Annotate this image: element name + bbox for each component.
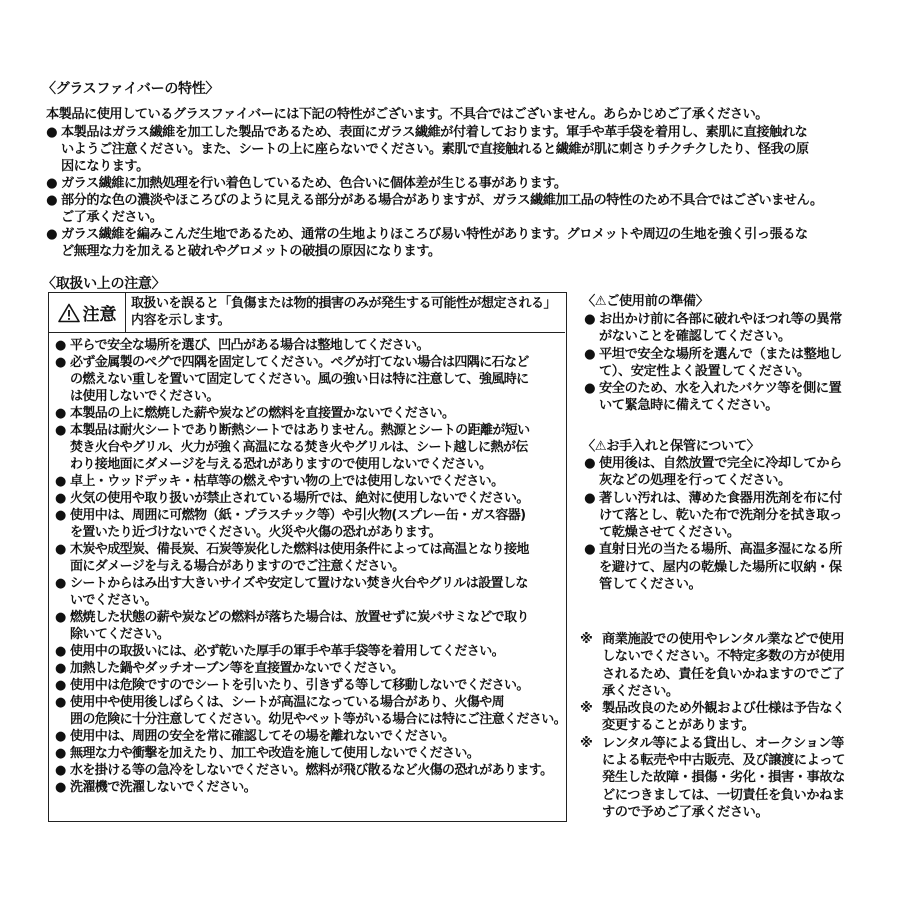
list-item	[584, 311, 874, 346]
item-text-line: すので予めご了承ください。	[602, 804, 769, 820]
item-text-line: 使用中は危険ですのでシートを引いたり、引きずる等して移動しないでください。	[70, 678, 529, 693]
glass-fiber-intro: 本製品に使用しているグラスファイバーには下記の特性がございます。不具合ではございません。あらかじめご了承ください。	[46, 107, 768, 122]
item-text-line: シートからはみ出す大きいサイズや安定して置けない焚き火台やグリルは設置しな	[70, 576, 528, 591]
bullet-mark: ●	[55, 423, 66, 438]
item-text-line: 使用中の取扱いには、必ず乾いた厚手の軍手や革手袋等を着用してください。	[70, 644, 505, 659]
note-item	[580, 631, 880, 700]
bullet-mark: ●	[46, 193, 58, 208]
item-text-line: 平らで安全な場所を選び、凹凸がある場合は整地してください。	[70, 338, 429, 353]
item-text-line: しないでください。不特定多数の方が使用	[602, 649, 845, 665]
item-text-line: ど無理な力を加えると破れやグロメットの破損の原因になります。	[61, 244, 441, 259]
care-heading: 〈⚠お手入れと保管について〉	[582, 439, 760, 454]
bullet-mark: ●	[55, 542, 66, 557]
list-item	[55, 728, 561, 745]
list-item	[55, 779, 561, 796]
warning-triangle-icon	[58, 303, 80, 323]
item-text-line: 使用後は、自然放置で完全に冷却してから	[599, 456, 842, 471]
item-text-line: 安全のため、水を入れたバケツ等を側に置	[599, 381, 842, 397]
item-text-line: 管してください。	[599, 577, 702, 593]
list-item	[55, 507, 561, 541]
before-use-list	[584, 311, 874, 415]
note-item	[580, 735, 880, 821]
bullet-mark: ●	[584, 381, 596, 397]
bullet-mark: ●	[55, 661, 66, 676]
bullet-mark: ●	[55, 695, 66, 710]
bullet-mark: ●	[55, 610, 66, 625]
item-text-line: 水を掛ける等の急冷をしないでください。燃料が飛び散るなど火傷の恐れがあります。	[70, 763, 553, 778]
bullet-mark: ●	[584, 490, 596, 506]
list-item	[46, 175, 866, 192]
item-text-line: 商業施設での使用やレンタル業などで使用	[602, 632, 845, 647]
item-text-line: がないことを確認してください。	[599, 329, 791, 345]
item-text-line: 著しい汚れは、薄めた食器用洗剤を布に付	[599, 490, 842, 506]
note-mark: ※	[580, 632, 593, 647]
item-text-line: 因になります。	[61, 159, 149, 174]
item-text-line: 承ください。	[602, 683, 679, 699]
bullet-mark: ●	[46, 227, 58, 242]
item-text-line: 使用中は、周囲に可燃物（紙・プラスチック等）や引火物(スプレー缶・ガス容器)	[70, 508, 526, 523]
list-item	[55, 422, 561, 473]
item-text-line: 燃焼した状態の薪や炭などの燃料が落ちた場合は、放置せずに炭バサミなどで取り	[70, 610, 529, 625]
list-item	[584, 346, 874, 381]
item-text-line: 本製品はガラス繊維を加工した製品であるため、表面にガラス繊維が付着しております。軍手や革手袋を着用し、素肌に直接触れな	[61, 125, 808, 140]
note-mark: ※	[580, 735, 593, 751]
glass-fiber-list	[46, 124, 866, 260]
item-text-line: 面にダメージを与える場合がありますのでご注意ください。	[70, 559, 405, 574]
list-item	[584, 455, 874, 490]
item-text-line: を置いたり近づけないでください。火災や火傷の恐れがあります。	[70, 525, 441, 540]
bullet-mark: ●	[55, 491, 66, 506]
item-text-line: お出かけ前に各部に破れやほつれ等の異常	[599, 312, 842, 327]
list-item	[55, 677, 561, 694]
handling-heading: 〈取扱い上の注意〉	[42, 276, 166, 292]
bullet-mark: ●	[584, 346, 596, 362]
list-item	[46, 192, 866, 226]
care-list	[584, 455, 874, 593]
list-item	[55, 541, 561, 575]
list-item	[584, 541, 874, 593]
list-item	[55, 490, 561, 507]
item-text-line: いようご注意ください。また、シートの上に座らないでください。素肌で直接触れると繊維が肌に刺さりチクチクしたり、怪我の原	[61, 142, 809, 157]
caution-header	[49, 293, 565, 333]
item-text-line: 本製品の上に燃焼した薪や炭などの燃料を直接置かないでください。	[70, 406, 455, 421]
item-text-line: 火気の使用や取り扱いが禁止されている場所では、絶対に使用しないでください。	[70, 491, 529, 506]
item-text-line: レンタル等による貸出し、オークション等	[602, 735, 844, 751]
list-item	[46, 124, 866, 175]
item-text-line: ガラス繊維を編みこんだ生地であるため、通常の生地よりほころび易い特性があります。グロメットや周辺の生地を強く引っ張るな	[61, 227, 808, 242]
list-item	[55, 405, 561, 422]
caution-box	[48, 292, 567, 822]
list-item	[55, 337, 561, 354]
item-text-line: けて落とし、乾いた布で洗剤分を拭き取っ	[599, 507, 842, 523]
item-text-line: 灰などの処理を行ってください。	[599, 473, 791, 489]
item-text-line: は使用しないでください。	[70, 389, 219, 404]
bullet-mark: ●	[55, 746, 66, 761]
item-text-line: 部分的な色の濃淡やほころびのように見える部分がある場合がありますが、ガラス繊維加工品の特性のため不具合ではございません。	[61, 193, 823, 208]
item-text-line: 焚き火台やグリル、火力が強く高温になる焚き火やグリルは、シート越しに熱が伝	[70, 440, 528, 455]
notes-list	[580, 631, 880, 821]
bullet-mark: ●	[55, 576, 66, 591]
caution-description	[131, 296, 561, 329]
item-text-line: 直射日光の当たる場所、高温多湿になる所	[599, 542, 842, 558]
bullet-mark: ●	[584, 542, 596, 558]
item-text-line: いて緊急時に備えてください。	[599, 398, 779, 414]
item-text-line: 変更することがあります。	[602, 718, 755, 734]
note-item	[580, 700, 880, 735]
bullet-mark: ●	[55, 508, 66, 523]
item-text-line: 洗濯機で洗濯しないでください。	[70, 780, 257, 795]
item-text-line: て乾燥させてください。	[599, 525, 740, 541]
item-text-line: どにつきましては、一切責任を負いかねま	[602, 787, 845, 803]
bullet-mark: ●	[55, 474, 66, 489]
list-item	[46, 226, 866, 260]
note-mark: ※	[580, 701, 593, 717]
glass-fiber-heading: 〈グラスファイバーの特性〉	[42, 81, 220, 97]
item-text-line: 製品改良のため外観および仕様は予告なく	[602, 701, 845, 717]
item-text-line: 囲の危険に十分注意してください。幼児やペット等がいる場合には特にご注意ください。	[70, 712, 567, 727]
item-text-line: を避けて、屋内の乾燥した場所に収納・保	[599, 559, 842, 575]
item-text-line: ガラス繊維に加熱処理を行い着色しているため、色合いに個体差が生じる事があります。	[61, 176, 567, 191]
item-text-line: て）、安定性よく設置してください。	[599, 363, 810, 379]
item-text-line: 卓上・ウッドデッキ・枯草等の燃えやすい物の上では使用しないでください。	[70, 474, 504, 489]
bullet-mark: ●	[55, 644, 66, 659]
bullet-mark: ●	[46, 125, 58, 140]
before-use-heading: 〈⚠ご使用前の準備〉	[582, 294, 709, 309]
item-text-line: 使用中や使用後しばらくは、シートが高温になっている場合があり、火傷や周	[70, 695, 505, 710]
list-item	[55, 473, 561, 490]
item-text-line: 発生した故障・損傷・劣化・損害・事故な	[602, 770, 845, 786]
item-text-line: 無理な力や衝撃を加えたり、加工や改造を施して使用しないでください。	[70, 746, 480, 761]
bullet-mark: ●	[55, 729, 66, 744]
item-text-line: 必ず金属製のペグで四隅を固定してください。ペグが打てない場合は四隅に石など	[70, 355, 529, 370]
bullet-mark: ●	[55, 780, 66, 795]
caution-list	[55, 337, 567, 796]
item-text-line: による転売や中古販売、及び譲渡によって	[602, 753, 845, 769]
item-text-line: 使用中は、周囲の安全を常に確認してその場を離れないでください。	[70, 729, 455, 744]
list-item	[55, 575, 561, 609]
list-item	[55, 609, 561, 643]
list-item	[584, 490, 874, 542]
list-item	[55, 762, 561, 779]
bullet-mark: ●	[584, 456, 596, 471]
caution-label	[49, 293, 126, 332]
bullet-mark: ●	[55, 678, 66, 693]
caution-word: 注意	[82, 305, 117, 325]
item-text-line: ご了承ください。	[61, 210, 163, 225]
bullet-mark: ●	[55, 763, 66, 778]
bullet-mark: ●	[584, 312, 596, 327]
item-text-line: されるため、責任を負いかねますのでご了	[602, 666, 845, 682]
item-text-line: いでください。	[70, 593, 157, 608]
list-item	[55, 694, 567, 728]
item-text-line: 除いてください。	[70, 627, 170, 642]
list-item	[55, 643, 561, 660]
list-item	[55, 354, 561, 405]
caution-desc-line: 取扱いを誤ると「負傷または物的損害のみが発生する可能性が想定される」	[131, 296, 557, 311]
item-text-line: わり接地面にダメージを与える恐れがありますので使用しないでください。	[70, 457, 492, 472]
bullet-mark: ●	[55, 355, 66, 370]
caution-desc-line: 内容を示します。	[131, 312, 230, 328]
list-item	[584, 380, 874, 415]
item-text-line: 平坦で安全な場所を選んで（または整地し	[599, 346, 842, 362]
item-text-line: の燃えない重しを置いて固定してください。風の強い日は特に注意して、強風時に	[70, 372, 529, 387]
bullet-mark: ●	[55, 406, 66, 421]
item-text-line: 本製品は耐火シートであり断熱シートではありません。熱源とシートの距離が短い	[70, 423, 530, 438]
list-item	[55, 745, 561, 762]
list-item	[55, 660, 561, 677]
item-text-line: 加熱した鍋やダッチオーブン等を直接置かないでください。	[70, 661, 404, 676]
bullet-mark: ●	[55, 338, 66, 353]
bullet-mark: ●	[46, 176, 58, 191]
item-text-line: 木炭や成型炭、備長炭、石炭等炭化した燃料は使用条件によっては高温となり接地	[70, 542, 529, 557]
